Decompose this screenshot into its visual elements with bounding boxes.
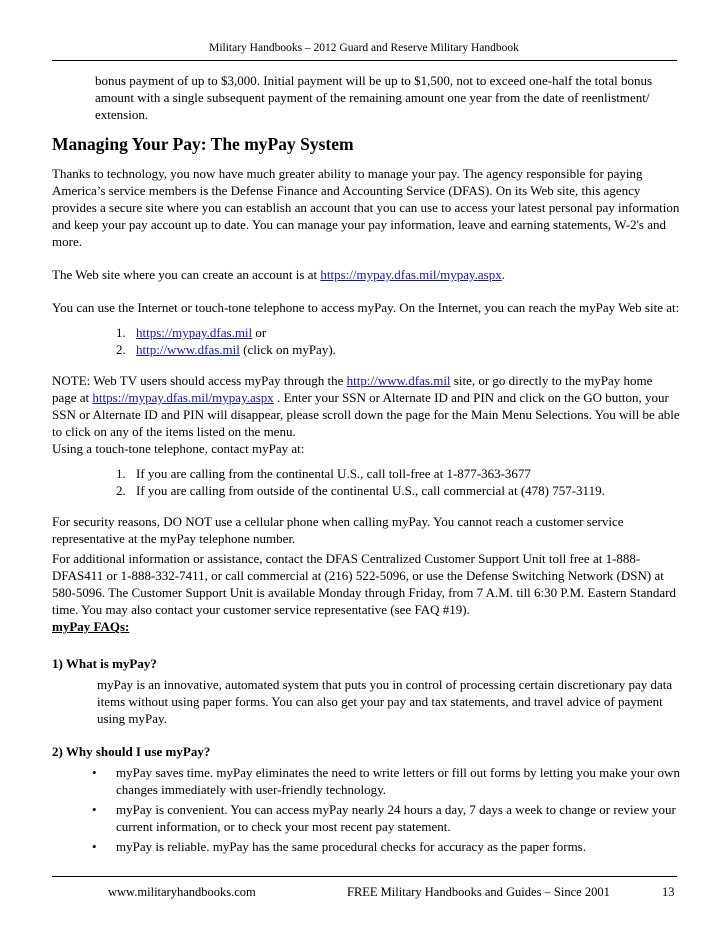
note-dfas-link[interactable]: http://www.dfas.mil xyxy=(346,373,451,388)
note-paragraph xyxy=(52,372,680,440)
note-mypay-link[interactable]: https://mypay.dfas.mil/mypay.aspx xyxy=(92,390,274,405)
page-content xyxy=(52,72,680,858)
list-number: 2. xyxy=(116,342,126,357)
create-account-text: The Web site where you can create an account is at xyxy=(52,267,321,282)
list-number: 1. xyxy=(116,325,126,340)
phone-item-text: If you are calling from the continental U.S., call toll-free at 1-877-363-3677 xyxy=(136,466,531,481)
bullet-text: myPay is reliable. myPay has the same procedural checks for accuracy as the paper forms. xyxy=(116,839,586,854)
faq-question: 2) Why should I use myPay? xyxy=(52,744,211,759)
footer-site: www.militaryhandbooks.com xyxy=(108,885,256,899)
list-item xyxy=(116,341,680,358)
mypay-aspx-link[interactable]: https://mypay.dfas.mil/mypay.aspx xyxy=(320,267,502,282)
list-item xyxy=(92,764,680,798)
mypay-link[interactable]: https://mypay.dfas.mil xyxy=(136,325,253,340)
faq-question: 1) What is myPay? xyxy=(52,656,157,671)
note-text-a: NOTE: Web TV users should access myPay through the xyxy=(52,373,347,388)
page-number: 13 xyxy=(662,885,675,899)
note-text-b: site, or go directly to the myPay home page at xyxy=(52,373,653,405)
list-item-suffix: (click on myPay). xyxy=(239,342,336,357)
bullet-text: myPay is convenient. You can access myPay nearly 24 hours a day, 7 days a week to change or review your current information, or to check your most recent pay statement. xyxy=(116,802,676,834)
phone-item-text: If you are calling from outside of the continental U.S., call commercial at (478) 757-3119. xyxy=(136,483,605,498)
list-item-suffix: or xyxy=(252,325,267,340)
intro-paragraph: bonus payment of up to $3,000. Initial payment will be up to $1,500, not to exceed one-half the total bonus amount with a single subsequent payment of the remaining amount one year from the date of reenlistment/ extension. xyxy=(95,73,653,122)
phone-intro: Using a touch-tone telephone, contact myPay at: xyxy=(52,441,305,456)
access-paragraph: You can use the Internet or touch-tone telephone to access myPay. On the Internet, you can reach the myPay Web site at: xyxy=(52,300,680,315)
list-item xyxy=(116,482,680,499)
section-title: Managing Your Pay: The myPay System xyxy=(52,134,354,154)
security-paragraph: For security reasons, DO NOT use a cellular phone when calling myPay. You cannot reach a customer service representative at the myPay telephone number. xyxy=(52,514,624,546)
list-number: 2. xyxy=(116,483,126,498)
bullet-icon: • xyxy=(92,765,97,780)
faq-heading: myPay FAQs: xyxy=(52,619,130,634)
list-number: 1. xyxy=(116,466,126,481)
website-list xyxy=(52,324,680,358)
header-rule xyxy=(52,60,677,61)
dfas-link[interactable]: http://www.dfas.mil xyxy=(136,342,240,357)
faq-bullet-list xyxy=(52,764,680,855)
additional-info-paragraph: For additional information or assistance, contact the DFAS Centralized Customer Support Unit toll free at 1-888-DFAS411 or 1-888-332-7411, or call commercial at (216) 522-5096, or use the Defense Switching Network (DSN) at 580-5096. The Customer Support Unit is available Monday through Friday, from 7 A.M. till 6:30 P.M. Eastern Standard time. You may also contact your customer service representative (see FAQ #19). xyxy=(52,551,676,617)
faq-answer: myPay is an innovative, automated system that puts you in control of processing certain discretionary pay data items without using paper forms. You can also get your pay and tax statements, and travel advice of payment using myPay. xyxy=(97,677,673,726)
footer-tagline: FREE Military Handbooks and Guides – Since 2001 xyxy=(347,885,610,899)
bullet-text: myPay saves time. myPay eliminates the need to write letters or fill out forms by letting you make your own changes immediately with user-friendly technology. xyxy=(116,765,680,797)
bullet-icon: • xyxy=(92,802,97,817)
list-item xyxy=(116,324,680,341)
bullet-icon: • xyxy=(92,839,97,854)
phone-list xyxy=(52,465,680,499)
running-header: Military Handbooks – 2012 Guard and Reserve Military Handbook xyxy=(209,42,519,54)
list-item xyxy=(92,838,680,855)
create-account-paragraph xyxy=(52,266,680,283)
list-item xyxy=(116,465,680,482)
footer-rule xyxy=(52,876,677,877)
note-text-c: . Enter your SSN or Alternate ID and PIN and click on the GO button, your SSN or Alternate ID and PIN will disappear, please scroll down the page for the Main Menu Selections. You will be able to click on any of the items listed on the menu. xyxy=(52,390,680,439)
list-item xyxy=(92,801,680,835)
create-account-end: . xyxy=(501,267,505,282)
intro-mypay-paragraph: Thanks to technology, you now have much greater ability to manage your pay. The agency responsible for paying America’s service members is the Defense Finance and Accounting Service (DFAS). On its Web site, this agency provides a secure site where you can establish an account that you can use to access your latest personal pay information and keep your pay account up to date. You can manage your pay information, leave and earning statements, W-2's and more. xyxy=(52,166,680,249)
